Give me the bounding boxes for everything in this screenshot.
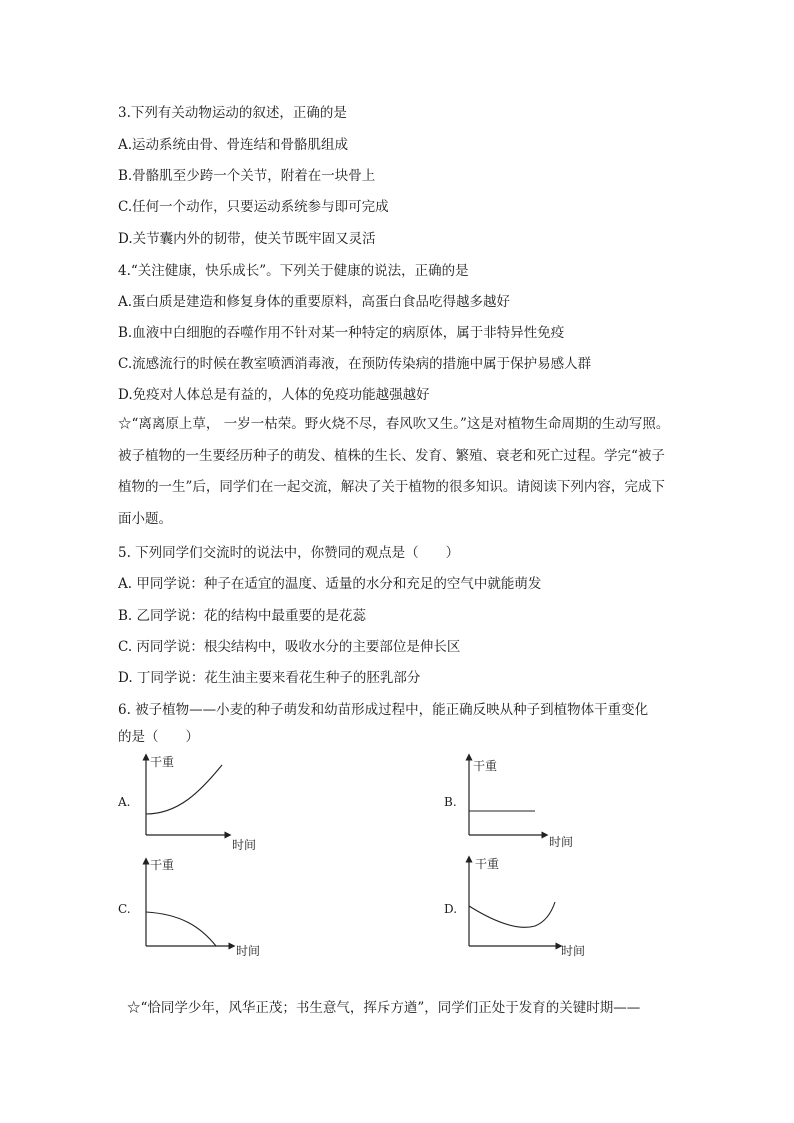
q6-stem-line2: 的是（ ） <box>118 729 199 745</box>
q4-option-b: B.血液中白细胞的吞噬作用不针对某一种特定的病原体，属于非特异性免疫 <box>118 325 565 341</box>
graph-a <box>138 752 268 857</box>
graph-a-xlabel: 时间 <box>232 838 257 852</box>
graph-d-curve <box>469 902 555 927</box>
q3-option-b: B.骨骼肌至少跨一个关节，附着在一块骨上 <box>118 168 376 184</box>
q4-option-c: C.流感流行的时候在教室喷洒消毒液，在预防传染病的措施中属于保护易感人群 <box>118 356 592 372</box>
q3-stem: 3.下列有关动物运动的叙述，正确的是 <box>118 105 347 121</box>
graph-a-curve <box>146 765 222 814</box>
q4-option-a: A.蛋白质是建造和修复身体的重要原料，高蛋白食品吃得越多越好 <box>118 294 511 310</box>
graph-d-ylabel: 干重 <box>475 857 500 871</box>
graph-b-ylabel: 干重 <box>473 759 498 773</box>
footer-intro: ☆“恰同学少年，风华正茂；书生意气，挥斥方遒”，同学们正处于发育的关键时期—— <box>127 1000 641 1016</box>
graph-a-label: A. <box>118 795 131 809</box>
graph-b <box>461 752 591 857</box>
q5-option-b: B. 乙同学说：花的结构中最重要的是花蕊 <box>118 608 367 624</box>
q5-option-d: D. 丁同学说：花生油主要来看花生种子的胚乳部分 <box>118 670 421 686</box>
graph-a-ylabel: 干重 <box>150 755 175 769</box>
q5-stem: 5. 下列同学们交流时的说法中，你赞同的观点是（ ） <box>118 545 460 561</box>
q5-option-a: A. 甲同学说：种子在适宜的温度、适量的水分和充足的空气中就能萌发 <box>118 576 542 592</box>
graph-c-curve <box>146 912 216 946</box>
graph-c-ylabel: 干重 <box>150 858 175 872</box>
graph-c-label: C. <box>118 902 131 916</box>
q6-stem-line1: 6. 被子植物——小麦的种子萌发和幼苗形成过程中，能正确反映从种子到植物体干重变化 <box>118 702 649 718</box>
q3-option-c: C.任何一个动作，只要运动系统参与即可完成 <box>118 199 389 215</box>
q3-option-a: A.运动系统由骨、骨连结和骨骼肌组成 <box>118 137 349 153</box>
intro-paragraph: ☆“离离原上草， 一岁一枯荣。野火烧不尽，春风吹又生。”这是对植物生命周期的生动写照。被子植物的一生要经历种子的萌发、植株的生长、发育、繁殖、衰老和死亡过程。学完“被子植物的一生”后，同学们在一起交流，解决了关于植物的很多知识。请阅读下列内容，完成下面小题。 <box>118 416 670 527</box>
q5-option-c: C. 丙同学说：根尖结构中，吸收水分的主要部位是伸长区 <box>118 639 461 655</box>
q4-stem: 4.“关注健康，快乐成长”。下列关于健康的说法，正确的是 <box>118 263 469 279</box>
q3-option-d: D.关节囊内外的韧带，使关节既牢固又灵活 <box>118 231 376 247</box>
graph-d-xlabel: 时间 <box>561 944 586 958</box>
graph-c-xlabel: 时间 <box>236 944 261 958</box>
graph-d <box>461 854 601 964</box>
graph-d-label: D. <box>444 902 458 916</box>
q4-option-d: D.免疫对人体总是有益的，人体的免疫功能越强越好 <box>118 387 430 403</box>
graph-c <box>138 856 268 964</box>
graph-b-xlabel: 时间 <box>549 835 574 849</box>
graph-b-label: B. <box>444 795 457 809</box>
